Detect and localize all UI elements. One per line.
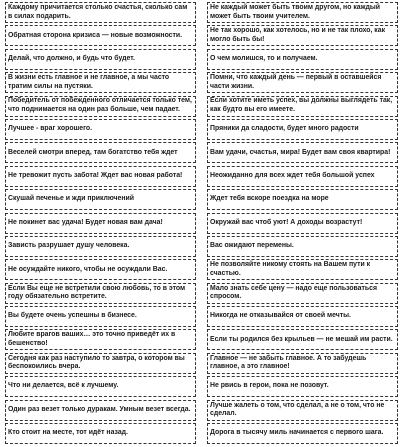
card-row [5, 165, 398, 188]
fortune-card-right [207, 236, 398, 257]
fortune-text: Не каждый может быть твоим другом, но каждый может быть твоим учителем. [210, 3, 380, 20]
card-row [5, 399, 398, 422]
fortune-text: Не рвись в герои, пока не позовут. [210, 382, 329, 390]
card-row [5, 48, 398, 71]
fortune-text: Любите врагов ваших… это точно приведёт их в бешенство! [8, 331, 176, 347]
fortune-card-left [5, 189, 196, 210]
fortune-text: Ждет тебя вскоре поездка на море [210, 195, 329, 203]
fortune-card-right [207, 189, 398, 210]
fortune-text: Если ты родился без крыльев — не мешай им расти. [210, 335, 393, 343]
fortune-card-right [207, 400, 398, 421]
fortune-text: Лучше жалеть о том, что сделал, а не о том, что не сделал. [210, 401, 385, 418]
fortune-text: Не покинет вас удача! Будет новая вам дача! [8, 218, 163, 226]
fortune-text: Помни, что каждый день — первый в оставшейся части жизни. [210, 74, 382, 90]
fortune-card-right [207, 213, 398, 234]
fortune-card-left [5, 25, 196, 46]
fortune-card-right [207, 353, 398, 374]
fortune-card-right [207, 119, 398, 140]
fortune-text: Скушай печенье и жди приключений [8, 195, 134, 203]
card-row [5, 95, 398, 118]
fortune-card-right [207, 25, 398, 46]
fortune-card-right [207, 96, 398, 117]
fortune-text: Кто стоит на месте, тот идёт назад. [8, 429, 128, 437]
fortune-text: Не осуждайте никого, чтобы не осуждали Вас. [8, 265, 168, 273]
card-row [5, 422, 398, 445]
fortune-text: Зависть разрушает душу человека. [8, 242, 130, 250]
card-row [5, 212, 398, 235]
fortune-text: Если Вы еще не встретили свою любовь, то в этом году обязательно встретите. [8, 284, 186, 301]
card-row [5, 118, 398, 141]
fortune-card-right [207, 142, 398, 163]
fortune-text: Неожиданно для всех ждет тебя большой успех [210, 171, 375, 179]
fortune-text: О чем молишся, то и получаем. [210, 54, 318, 62]
card-row [5, 305, 398, 328]
fortune-card-left [5, 49, 196, 70]
fortune-card-left [5, 72, 196, 93]
fortune-text: Дорога в тысячу миль начинается с первого шага. [210, 429, 384, 437]
card-row [5, 328, 398, 351]
fortune-text: Обратная сторона кризиса — новые возможности. [8, 31, 183, 39]
fortune-text: Вас ожидают перемены. [210, 242, 294, 250]
fortune-text: Никогда не отказывайся от своей мечты. [210, 312, 351, 320]
fortune-card-right [207, 259, 398, 280]
fortune-text: Сегодня как раз наступило то завтра, о котором вы беспокоились вчера. [8, 354, 185, 371]
fortune-card-left [5, 236, 196, 257]
fortune-text: Лучшее - враг хорошего. [8, 125, 93, 133]
fortune-text: Не позволяйте никому стоять на Вашем пути к счастью. [210, 261, 371, 277]
fortune-card-left [5, 142, 196, 163]
fortune-card-right [207, 49, 398, 70]
fortune-card-left [5, 2, 196, 23]
fortune-text: Один раз везет только дуракам. Умным везет всегда. [8, 405, 191, 413]
card-row [5, 375, 398, 398]
fortune-card-right [207, 306, 398, 327]
card-row [5, 282, 398, 305]
fortune-card-left [5, 283, 196, 304]
fortune-text: Не так хорошо, как хотелось, но и не так плохо, как могло быть бы! [210, 27, 386, 43]
fortune-text: Окружай вас чтоб уют! А доходы возрастут! [210, 218, 363, 226]
fortune-card-left [5, 119, 196, 140]
fortune-card-left [5, 213, 196, 234]
fortune-card-left [5, 423, 196, 444]
card-row [5, 258, 398, 281]
fortune-text: Победитель от побежденного отличается только тем, что поднимается на один раз больше, чем падает. [8, 97, 192, 114]
fortune-card-left [5, 376, 196, 397]
card-row [5, 141, 398, 164]
fortune-card-right [207, 283, 398, 304]
fortune-text: В жизни есть главное и не главное, а мы часто тратим силы на пустяки. [8, 74, 170, 90]
card-row [5, 24, 398, 47]
fortune-text: Мало знать себе цену — надо еще пользоваться спросом. [210, 284, 377, 301]
fortune-card-right [207, 2, 398, 23]
card-row [5, 1, 398, 24]
fortune-card-left [5, 329, 196, 350]
card-row [5, 188, 398, 211]
fortune-card-right [207, 166, 398, 187]
fortune-text: Если хотите иметь успех, вы должны выглядеть так, как будто вы его имеете. [210, 97, 393, 114]
fortune-text: Что ни делается, всё к лучшему. [8, 382, 119, 390]
fortune-text: Веселей смотри вперед, там богатство тебя ждет [8, 148, 178, 156]
fortune-card-left [5, 400, 196, 421]
fortune-card-left [5, 306, 196, 327]
fortune-text: Каждому причитается столько счастья, сколько сам в силах подарить. [8, 3, 188, 20]
fortune-card-right [207, 72, 398, 93]
fortune-card-left [5, 353, 196, 374]
fortune-card-left [5, 259, 196, 280]
fortune-card-right [207, 329, 398, 350]
fortune-card-left [5, 166, 196, 187]
fortune-card-right [207, 376, 398, 397]
card-row [5, 352, 398, 375]
fortune-text: Пряники да сладости, будет много радости [210, 125, 359, 133]
fortune-text: Главное — не забыть главное. А то забудешь главное, а это главное! [210, 354, 367, 371]
card-row [5, 71, 398, 94]
fortune-card-left [5, 96, 196, 117]
fortune-text: Вам удачи, счастья, мира! Будет вам своя квартира! [210, 148, 391, 156]
fortune-card-right [207, 423, 398, 444]
fortune-text: Не тревожит пусть забота! Ждет вас новая работа! [8, 171, 183, 179]
card-row [5, 235, 398, 258]
fortune-text: Вы будете очень успешны в бизнесе. [8, 312, 137, 320]
fortune-text: Делай, что должно, и будь что будет. [8, 54, 135, 62]
